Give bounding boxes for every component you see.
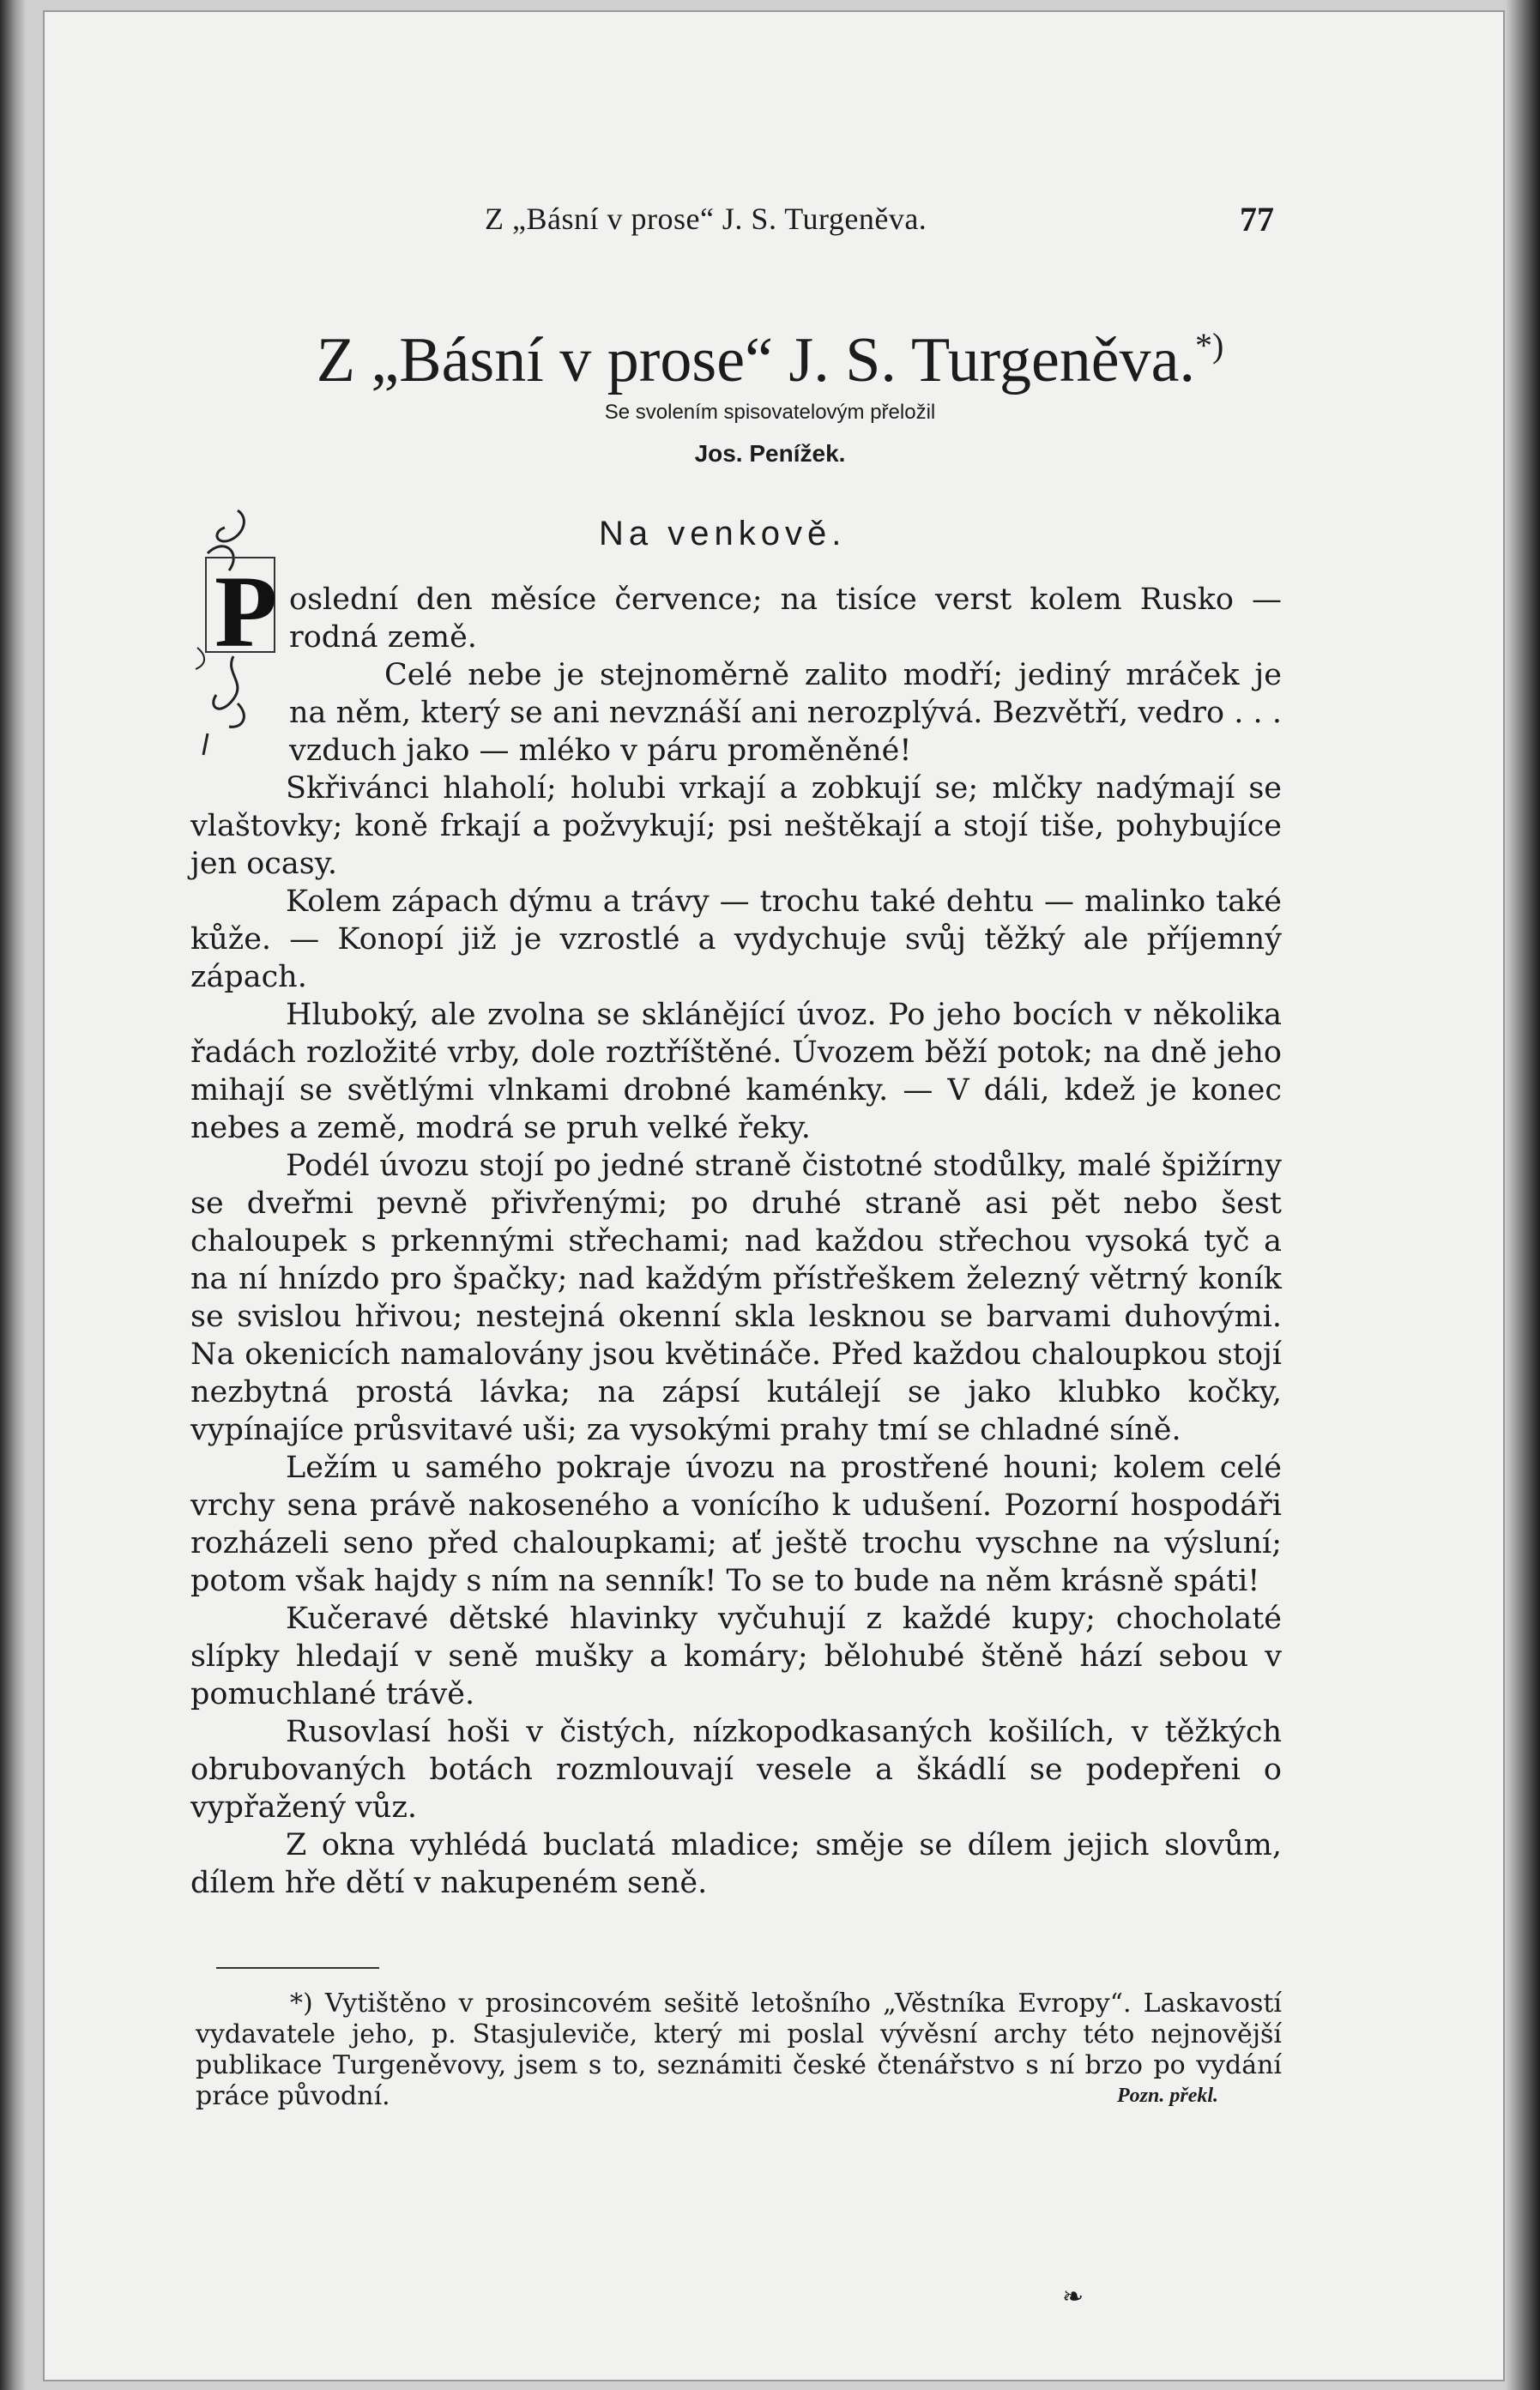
paragraph: Skřivánci hlaholí; holubi vrkají a zobkují se; mlčky nadýmají se vlaštovky; koně frkají a požvykují; psi neštěkají a stojí tiše, pohybujíce jen ocasy. [190, 771, 1282, 881]
translator-name: Jos. Penížek. [694, 440, 846, 467]
article-title [0, 324, 1540, 397]
body-text [190, 581, 1282, 1902]
title-footnote-mark: *) [1194, 326, 1224, 365]
footnote-signature: Pozn. překl. [1117, 2085, 1219, 2107]
footnote-text: *) Vytištěno v prosincovém sešitě letošního „Věstníka Evropy“. Laskavostí vydavatele jeho, p. Stasjuleviče, který mi poslal vývěsní archy této nejnovější publikace Turgeněvovy, jsem s to, seznámiti české čtenářstvo s ní brzo po vydání práce původní. [196, 1989, 1282, 2111]
drop-cap-letter: P [214, 554, 278, 668]
article-subtitle: Se svolením spisovatelovým přeložil [604, 401, 936, 424]
paragraph: Kučeravé dětské hlavinky vyčuhují z každé kupy; chocholaté slípky hledají v seně mušky a komáry; bělohubé štěně hází sebou v pomuchlané trávě. [190, 1602, 1282, 1711]
paragraph: Ležím u samého pokraje úvozu na prostřené houni; kolem celé vrchy sena právě nakoseného a vonícího k udušení. Pozorní hospodáři rozházeli seno před chaloupkami; ať ještě trochu vyschne na výsluní; potom však hajdy s ním na senník! To se to bude na něm krásně spáti! [190, 1451, 1282, 1598]
paragraph: Z okna vyhlédá buclatá mladice; směje se dílem jejich slovům, dílem hře dětí v nakupeném seně. [190, 1828, 1282, 1900]
paragraph: Hluboký, ale zvolna se sklánějící úvoz. Po jeho bocích v několika řadách rozložité vrby, dole roztříštěné. Úvozem běží potok; na dně jeho mihají se světlými vlnkami drobné kaménky. — V dáli, kdež je konec nebes a země, modrá se pruh velké řeky. [190, 998, 1282, 1145]
page-number: 77 [1240, 200, 1274, 238]
article-title-text: Z „Básní v prose“ J. S. Turgeněva. [316, 325, 1195, 395]
ornament-icon: ❧ [1062, 2283, 1084, 2311]
paragraph: Celé nebe je stejnoměrně zalito modří; jediný mráček je na něm, který se ani nevznáší ani nerozplývá. Bezvětří, vedro . . . vzduch jako — mléko v páru proměněné! [289, 658, 1282, 768]
section-heading: Na venkově. [599, 515, 847, 552]
paragraph: Podél úvozu stojí po jedné straně čistotné stodůlky, malé špižírny se dveřmi pevně přivřenými; po druhé straně asi pět nebo šest chaloupek s prkennými střechami; nad každou střechou vysoká tyč a na ní hnízdo pro špačky; nad každým přístřeškem železný větrný koník se svislou hřivou; nestejná okenní skla lesknou se barvami duhovými. Na okenicích namalovány jsou květináče. Před každou chaloupkou stojí nezbytná prostá lávka; na zápsí kutálejí se jako klubko kočky, vypínajíce průsvitavé uši; za vysokými prahy tmí se chladné síně. [190, 1149, 1282, 1447]
footnote-rule [216, 1967, 379, 1969]
paragraph: oslední den měsíce července; na tisíce verst kolem Rusko — rodná země. [289, 582, 1282, 655]
paragraph: Rusovlasí hoši v čistých, nízkopodkasaných košilích, v těžkých obrubovaných botách rozmlouvají vesele a škádlí se podepřeni o vypřažený vůz. [190, 1715, 1282, 1825]
paragraph: Kolem zápach dýmu a trávy — trochu také dehtu — malinko také kůže. — Konopí již je vzrostlé a vydychuje svůj těžký ale příjemný zápach. [190, 884, 1282, 994]
running-head: Z „Básní v prose“ J. S. Turgeněva. [485, 202, 927, 236]
